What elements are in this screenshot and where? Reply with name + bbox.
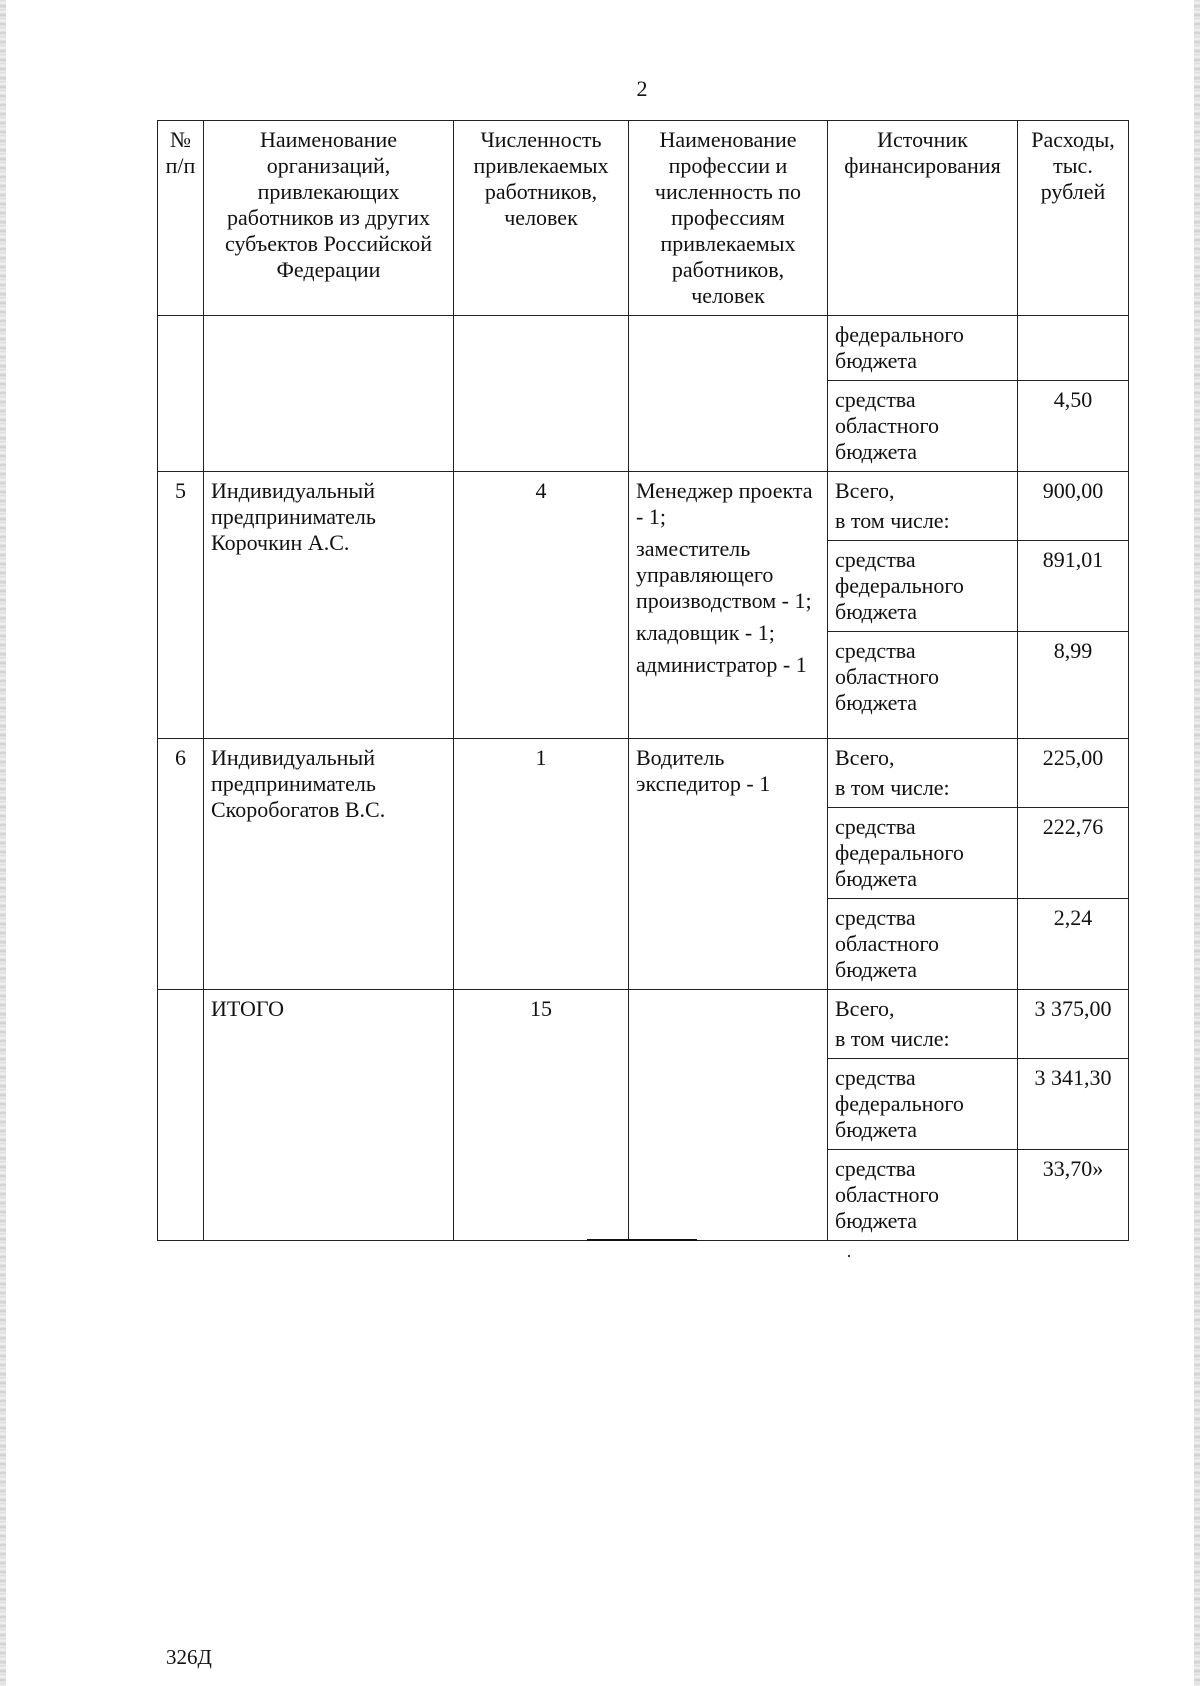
source-federal-cell: средства федерального бюджета — [828, 808, 1018, 899]
amount-total: 3 375,00 — [1018, 990, 1129, 1059]
carry-count-cell — [454, 316, 629, 472]
entry-professions — [629, 472, 828, 739]
profession-item: Менеджер проекта - 1; — [636, 478, 813, 529]
profession-item: заместитель управляющего производством - 1; — [636, 536, 812, 613]
source-regional-cell: средства областного бюджета — [828, 632, 1018, 739]
amount-total: 900,00 — [1018, 472, 1129, 541]
carry-professions-cell — [629, 316, 828, 472]
entry-num: 6 — [158, 739, 204, 990]
table-row — [158, 472, 1129, 541]
header-source: Источник финансирования — [828, 121, 1018, 316]
source-federal-cell: средства федерального бюджета — [828, 1059, 1018, 1150]
source-cell: федерального бюджета — [828, 316, 1018, 381]
table-row — [158, 739, 1129, 808]
amount-total: 225,00 — [1018, 739, 1129, 808]
amount-cell — [1018, 316, 1129, 381]
table-header-row — [158, 121, 1129, 316]
entry-professions — [629, 739, 828, 990]
total-count: 15 — [454, 990, 629, 1241]
profession-item: администратор - 1 — [636, 652, 807, 677]
closing-rule — [587, 1239, 697, 1241]
source-regional-cell: средства областного бюджета — [828, 1150, 1018, 1241]
source-federal-cell: средства федерального бюджета — [828, 541, 1018, 632]
table-row — [158, 990, 1129, 1059]
total-sublabel: в том числе: — [835, 508, 950, 533]
profession-item: Водитель экспедитор - 1 — [636, 745, 771, 796]
total-label: Всего, — [835, 478, 895, 503]
page-number: 2 — [636, 76, 648, 101]
amount-regional: 2,24 — [1018, 899, 1129, 990]
source-total-cell — [828, 472, 1018, 541]
header-expenses: Расходы, тыс. рублей — [1018, 121, 1129, 316]
document-code: 326Д — [166, 1645, 212, 1669]
header-count: Численность привлекаемых работников, человек — [454, 121, 629, 316]
entry-org: Индивидуальный предприниматель Скоробогатов В.С. — [204, 739, 454, 990]
total-label: Всего, — [835, 745, 895, 770]
source-cell: средства областного бюджета — [828, 381, 1018, 472]
amount-regional: 33,70» — [1018, 1150, 1129, 1241]
carry-org-cell — [204, 316, 454, 472]
total-sublabel: в том числе: — [835, 1026, 950, 1051]
table-row — [158, 316, 1129, 381]
total-professions — [629, 990, 828, 1241]
header-professions: Наименование профессии и численность по профессиям привлекаемых работников, человек — [629, 121, 828, 316]
amount-federal: 222,76 — [1018, 808, 1129, 899]
source-total-cell — [828, 739, 1018, 808]
header-org: Наименование организаций, привлекающих работников из других субъектов Российской Федерации — [204, 121, 454, 316]
entry-org: Индивидуальный предприниматель Корочкин А.С. — [204, 472, 454, 739]
amount-regional: 8,99 — [1018, 632, 1129, 739]
scan-edge-right — [1194, 0, 1200, 1686]
scan-speck — [848, 1255, 850, 1257]
total-org: ИТОГО — [204, 990, 454, 1241]
source-regional-cell: средства областного бюджета — [828, 899, 1018, 990]
entry-num: 5 — [158, 472, 204, 739]
total-sublabel: в том числе: — [835, 775, 950, 800]
total-num — [158, 990, 204, 1241]
total-label: Всего, — [835, 996, 895, 1021]
carry-num-cell — [158, 316, 204, 472]
budget-table — [157, 120, 1129, 1241]
profession-item: кладовщик - 1; — [636, 620, 775, 645]
scan-edge-left — [0, 0, 6, 1686]
amount-federal: 3 341,30 — [1018, 1059, 1129, 1150]
source-total-cell — [828, 990, 1018, 1059]
amount-cell: 4,50 — [1018, 381, 1129, 472]
entry-count: 1 — [454, 739, 629, 990]
entry-count: 4 — [454, 472, 629, 739]
amount-federal: 891,01 — [1018, 541, 1129, 632]
header-num: № п/п — [158, 121, 204, 316]
